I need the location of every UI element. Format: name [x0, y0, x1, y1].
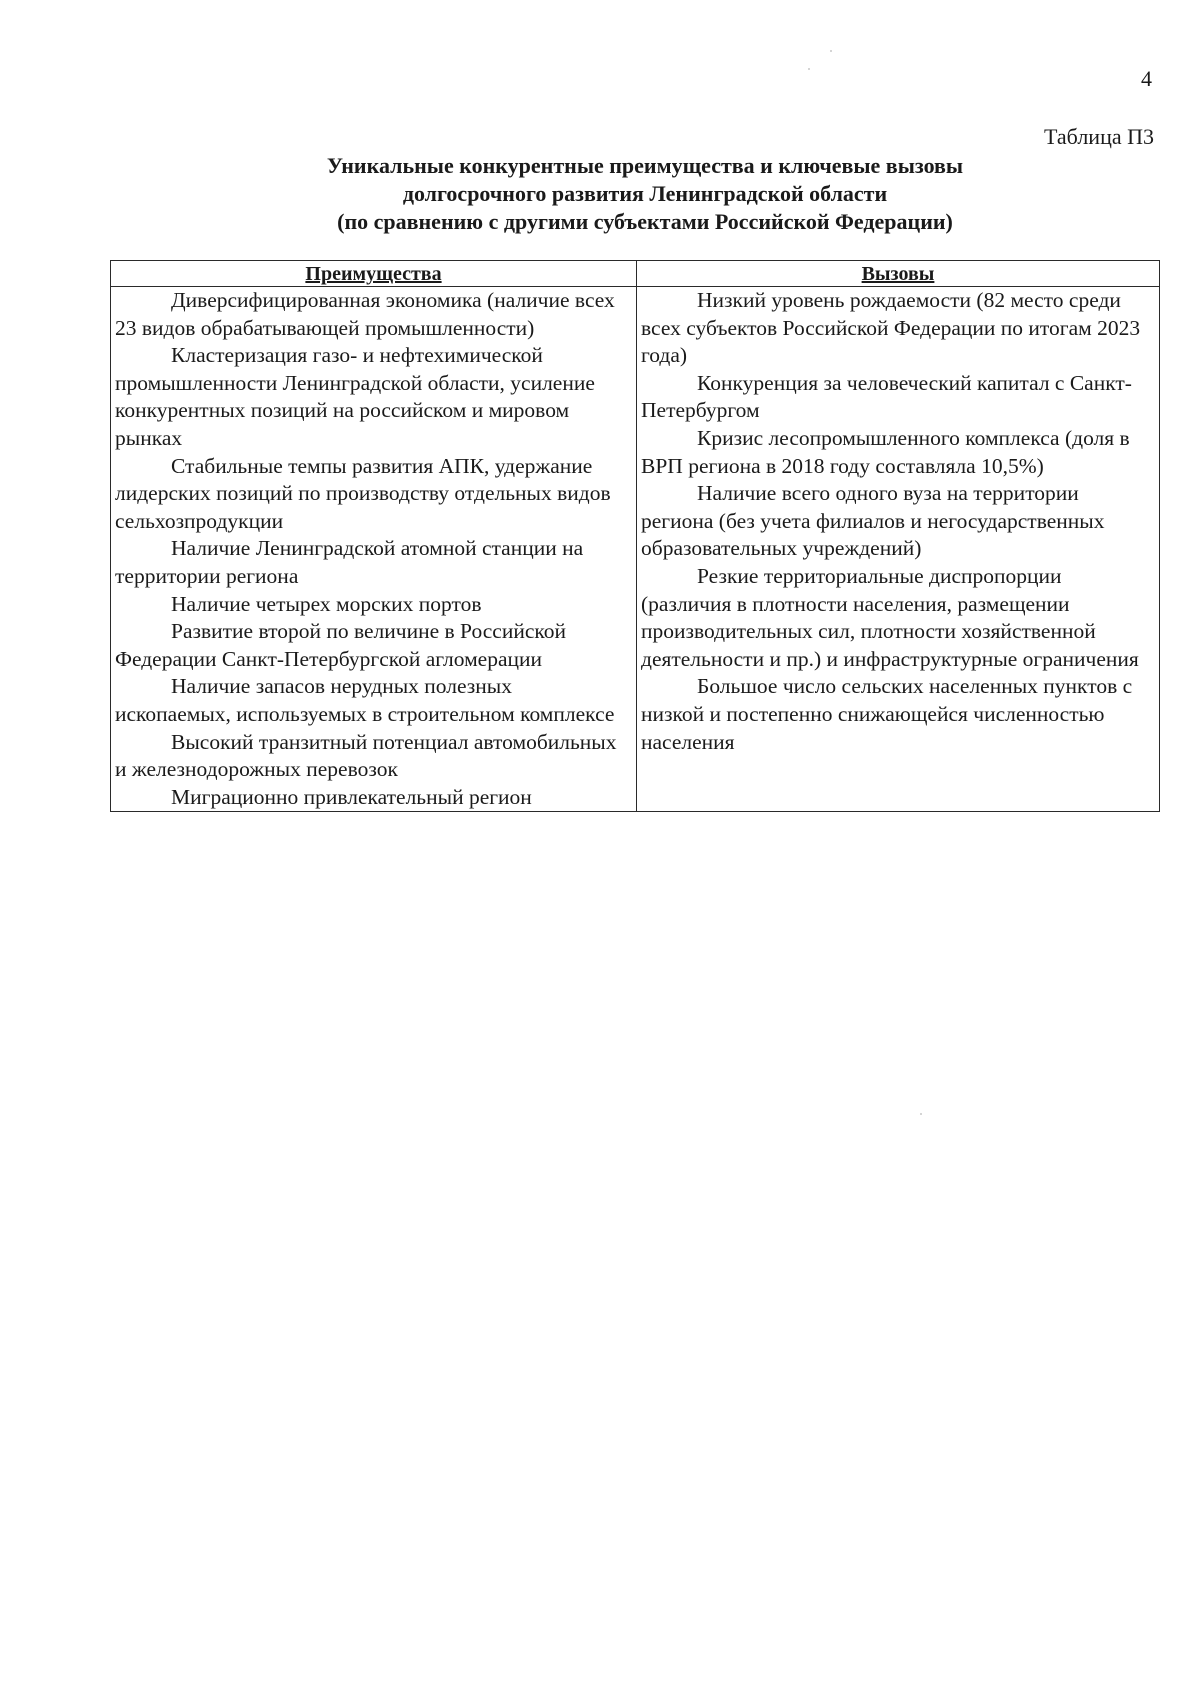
header-challenges: Вызовы	[637, 261, 1160, 287]
advantage-item: Миграционно привлекательный регион	[171, 784, 532, 809]
challenge-item: Большое число сельских населенных пунктов с низкой и постепенно снижающейся численностью населения	[641, 674, 1133, 754]
advantage-item: Стабильные темпы развития АПК, удержание лидерских позиций по производству отдельных видов сельхозпродукции	[115, 453, 611, 533]
title-line: (по сравнению с другими субъектами Российской Федерации)	[337, 209, 953, 234]
document-title	[0, 152, 1200, 236]
title-line: Уникальные конкурентные преимущества и ключевые вызовы	[326, 153, 964, 178]
challenge-item: Низкий уровень рождаемости (82 место среди всех субъектов Российской Федерации по итогам 2023 года)	[641, 288, 1141, 368]
challenge-item: Кризис лесопромышленного комплекса (доля в ВРП региона в 2018 году составляла 10,5%)	[641, 425, 1130, 478]
challenges-cell	[637, 287, 1160, 812]
scan-artifact	[830, 50, 832, 52]
header-advantages: Преимущества	[111, 261, 637, 287]
advantage-item: Наличие четырех морских портов	[171, 591, 482, 616]
challenge-item: Резкие территориальные диспропорции (различия в плотности населения, размещении производительных сил, плотности хозяйственной деятельности и пр.) и инфраструктурные ограничения	[641, 563, 1139, 671]
advantage-item: Наличие Ленинградской атомной станции на территории региона	[115, 536, 584, 588]
advantage-item: Диверсифицированная экономика (наличие всех 23 видов обрабатывающей промышленности)	[115, 288, 615, 340]
advantage-item: Наличие запасов нерудных полезных ископаемых, используемых в строительном комплексе	[115, 674, 615, 726]
table-body-row	[111, 287, 1160, 812]
title-line: долгосрочного развития Ленинградской области	[402, 181, 888, 206]
scan-artifact	[808, 68, 810, 70]
page-number: 4	[1141, 66, 1152, 91]
scan-artifact	[920, 1113, 922, 1115]
challenge-item: Конкуренция за человеческий капитал с Санкт-Петербургом	[641, 370, 1132, 423]
challenge-item: Наличие всего одного вуза на территории региона (без учета филиалов и негосударственных образовательных учреждений)	[641, 481, 1105, 561]
advantage-item: Развитие второй по величине в Российской Федерации Санкт-Петербургской агломерации	[115, 619, 566, 671]
advantages-cell	[111, 287, 637, 812]
table-header-row	[111, 261, 1160, 287]
advantage-item: Высокий транзитный потенциал автомобильных и железнодорожных перевозок	[115, 729, 617, 782]
table-label: Таблица П3	[1044, 124, 1154, 149]
advantage-item: Кластеризация газо- и нефтехимической промышленности Ленинградской области, усиление конкурентных позиций на российском и мировом рынках	[115, 343, 595, 450]
comparison-table	[110, 260, 1160, 812]
